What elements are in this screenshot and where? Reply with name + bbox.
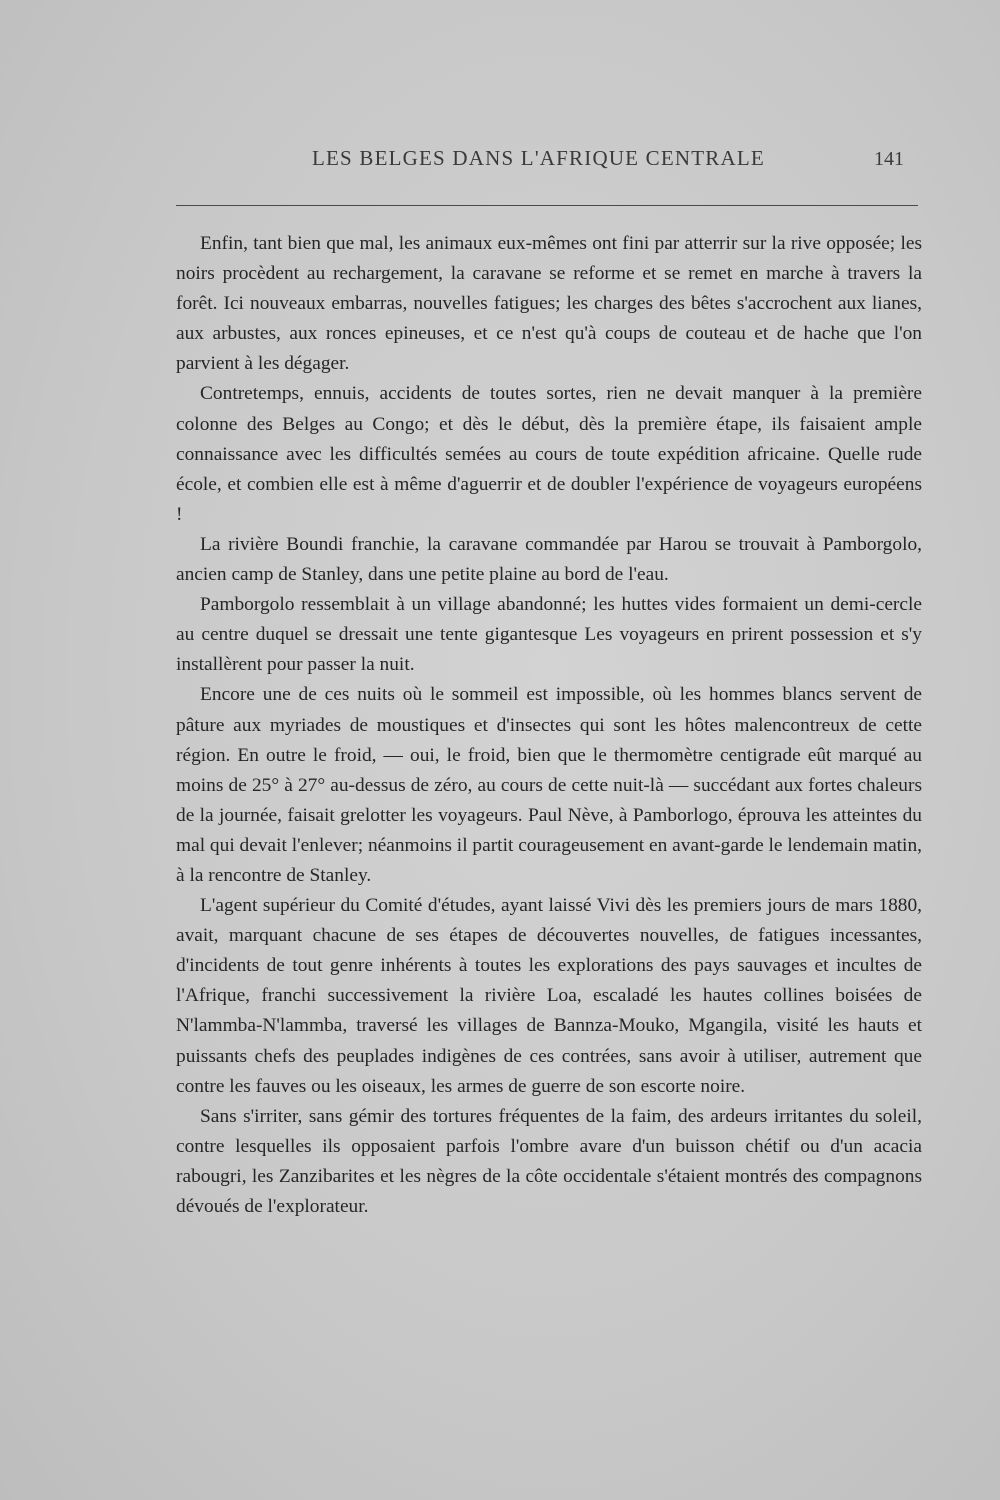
paragraph: Enfin, tant bien que mal, les animaux eux-mêmes ont fini par atterrir sur la rive opposée; les noirs procèdent au rechargement, la caravane se reforme et se remet en marche à travers la forêt. Ici nouveaux embarras, nouvelles fatigues; les charges des bêtes s'accrochent aux lianes, aux arbustes, aux ronces epineuses, et ce n'est qu'à coups de couteau et de hache que l'on parvient à les dégager. bbox=[176, 233, 922, 375]
body-text bbox=[176, 229, 922, 1222]
paragraph: La rivière Boundi franchie, la caravane commandée par Harou se trouvait à Pamborgolo, ancien camp de Stanley, dans une petite plaine au bord de l'eau. bbox=[176, 533, 922, 586]
paragraph: Contretemps, ennuis, accidents de toutes sortes, rien ne devait manquer à la première colonne des Belges au Congo; et dès le début, dès la première étape, ils faisaient ample connaissance avec les difficultés semées au cours de toute expédition africaine. Quelle rude école, et combien elle est à même d'aguerrir et de doubler l'expérience de voyageurs européens ! bbox=[176, 383, 922, 525]
paragraph: Encore une de ces nuits où le sommeil est impossible, où les hommes blancs servent de pâture aux myriades de moustiques et d'insectes qui sont les hôtes malencontreux de cette région. En outre le froid, — oui, le froid, bien que le thermomètre centigrade eût marqué au moins de 25° à 27° au-dessus de zéro, au cours de cette nuit-là — succédant aux fortes chaleurs de la journée, faisait grelotter les voyageurs. Paul Nève, à Pamborlogo, éprouva les atteintes du mal qui devait l'enlever; néanmoins il partit courageusement en avant-garde le lendemain matin, à la rencontre de Stanley. bbox=[176, 684, 922, 886]
page-number: 141 bbox=[874, 148, 904, 170]
paragraph: Sans s'irriter, sans gémir des tortures fréquentes de la faim, des ardeurs irritantes du soleil, contre lesquelles ils opposaient parfois l'ombre avare d'un buisson chétif ou d'un acacia rabougri, les Zanzibarites et les nègres de la côte occidentale s'étaient montrés des compagnons dévoués de l'explorateur. bbox=[176, 1105, 922, 1217]
header-rule bbox=[176, 205, 918, 206]
page-header bbox=[176, 146, 920, 186]
paragraph: Pamborgolo ressemblait à un village abandonné; les huttes vides formaient un demi-cercle au centre duquel se dressait une tente gigantesque Les voyageurs en prirent possession et s'y installèrent pour passer la nuit. bbox=[176, 594, 922, 676]
running-title: LES BELGES DANS L'AFRIQUE CENTRALE bbox=[312, 146, 765, 170]
paragraph: L'agent supérieur du Comité d'études, ayant laissé Vivi dès les premiers jours de mars 1880, avait, marquant chacune de ses étapes de découvertes nouvelles, de fatigues incessantes, d'incidents de tout genre inhérents à toutes les explorations des pays sauvages et incultes de l'Afrique, franchi successivement la rivière Loa, escaladé les hautes collines boisées de N'lammba-N'lammba, traversé les villages de Bannza-Mouko, Mgangila, visité les hauts et puissants chefs des peuplades indigènes de ces contrées, sans avoir à utiliser, autrement que contre les fauves ou les oiseaux, les armes de guerre de son escorte noire. bbox=[176, 895, 922, 1097]
